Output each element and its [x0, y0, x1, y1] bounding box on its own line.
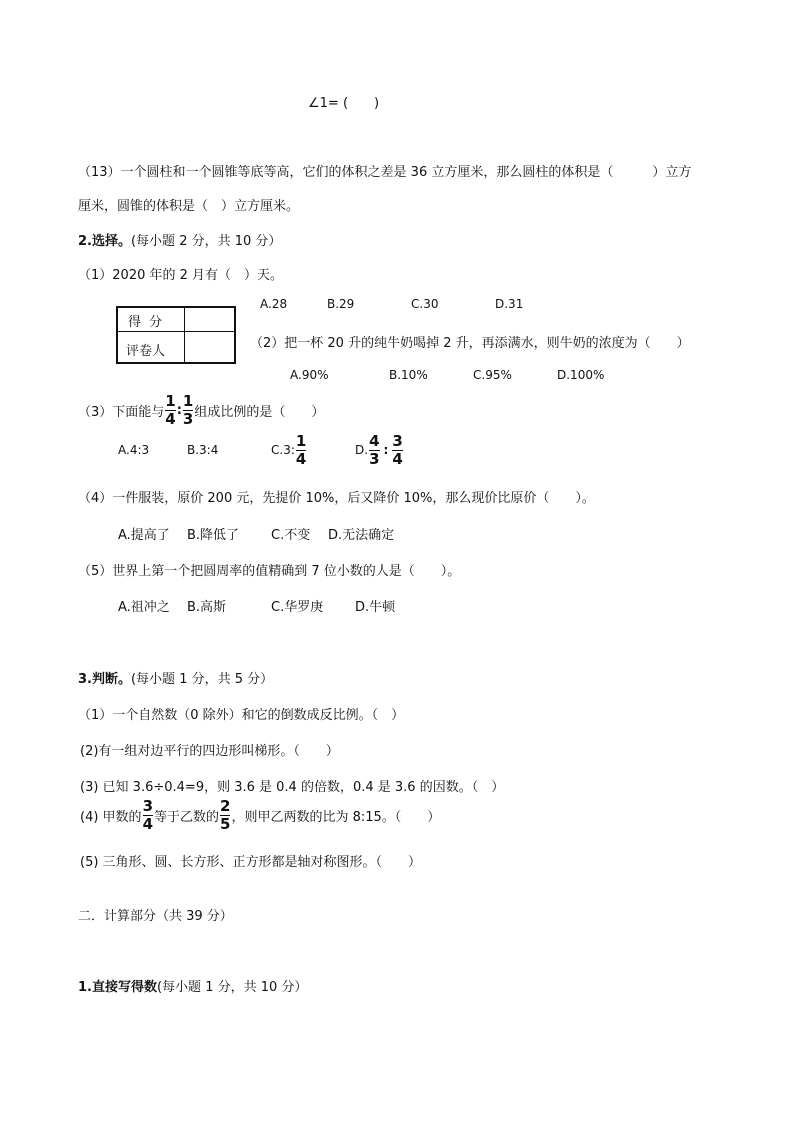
- choice-q4-option-b: B.降低了: [187, 528, 240, 543]
- choice-q3-option-a: A.4:3: [118, 443, 150, 457]
- judge-q5: (5) 三角形、圆、长方形、正方形都是轴对称图形。（ ）: [80, 855, 422, 870]
- score-box-divider: [118, 331, 234, 332]
- option-c-label: C.3:: [271, 443, 295, 457]
- choice-q5-option-d: D.牛顿: [355, 600, 396, 615]
- choice-q3-suffix: 组成比例的是（ ）: [194, 404, 325, 420]
- ratio-colon: :: [383, 443, 389, 457]
- choice-q2-option-c: C.95%: [473, 368, 512, 382]
- choice-q1-option-b: B.29: [327, 297, 355, 311]
- section-2-heading: [78, 230, 281, 249]
- part-2-heading: 二．计算部分（共 39 分）: [78, 909, 233, 924]
- fraction: [369, 431, 380, 468]
- score-label: 得分: [128, 315, 171, 330]
- fraction: [165, 391, 176, 428]
- choice-q3-option-d: [355, 432, 404, 468]
- section-3-note: (每小题 1 分，共 5 分）: [130, 672, 274, 687]
- judge-q3: (3) 已知 3.6÷0.4=9，则 3.6 是 0.4 的倍数，0.4 是 3.6 的因数。（ ）: [80, 780, 505, 795]
- denominator: 4: [165, 409, 176, 428]
- denominator: 4: [142, 814, 153, 833]
- denominator: 3: [369, 449, 380, 468]
- section-3-title: 3.判断。: [78, 672, 131, 687]
- judge-q4-mid: 等于乙数的: [154, 809, 220, 825]
- numerator: 1: [295, 431, 307, 450]
- choice-q1-option-d: D.31: [495, 297, 524, 311]
- denominator: 4: [392, 449, 403, 468]
- q13-line2: 厘米，圆锥的体积是（ ）立方厘米。: [78, 199, 300, 214]
- choice-q4-option-c: C.不变: [271, 528, 311, 543]
- choice-q3-prefix: （3）下面能与: [78, 404, 165, 420]
- choice-q1-option-a: A.28: [260, 297, 288, 311]
- denominator: 3: [182, 409, 194, 428]
- judge-q4-prefix: (4) 甲数的: [80, 809, 142, 825]
- numerator: 1: [165, 391, 176, 410]
- choice-q4-stem: （4）一件服装，原价 200 元，先提价 10%，后又降价 10%，那么现价比原价（ ）。: [78, 491, 595, 506]
- denominator: 4: [295, 449, 307, 468]
- q13-line1: （13）一个圆柱和一个圆锥等底等高，它们的体积之差是 36 立方厘米，那么圆柱的体积是（ ）立方: [78, 165, 692, 180]
- calc-1-heading: [78, 976, 307, 995]
- choice-q3-option-c: [271, 432, 307, 468]
- ratio-colon: :: [176, 402, 182, 418]
- score-box-divider: [184, 308, 185, 362]
- choice-q1-stem: （1）2020 年的 2 月有（ ）天。: [78, 268, 284, 283]
- judge-q4-suffix: ，则甲乙两数的比为 8:15。（ ）: [231, 809, 441, 825]
- calc-1-note: (每小题 1 分，共 10 分）: [156, 980, 308, 995]
- score-box: [116, 306, 236, 364]
- fraction: [182, 391, 194, 428]
- choice-q1-option-c: C.30: [411, 297, 439, 311]
- denominator: 5: [220, 814, 231, 833]
- choice-q5-stem: （5）世界上第一个把圆周率的值精确到 7 位小数的人是（ ）。: [78, 564, 461, 579]
- section-2-note: (每小题 2 分，共 10 分）: [130, 234, 282, 249]
- fraction: [392, 431, 403, 468]
- choice-q2-option-b: B.10%: [389, 368, 428, 382]
- judge-q2: (2)有一组对边平行的四边形叫梯形。（ ）: [80, 744, 339, 759]
- fraction: [295, 431, 307, 468]
- choice-q5-option-b: B.高斯: [187, 600, 227, 615]
- judge-q1: （1）一个自然数（0 除外）和它的倒数成反比例。（ ）: [78, 708, 405, 723]
- choice-q2-option-d: D.100%: [557, 368, 605, 382]
- numerator: 1: [182, 391, 194, 410]
- numerator: 3: [392, 431, 403, 450]
- choice-q3-option-b: B.3:4: [187, 443, 219, 457]
- choice-q4-option-a: A.提高了: [118, 528, 170, 543]
- choice-q5-option-a: A.祖冲之: [118, 600, 170, 615]
- judge-q4: [80, 797, 440, 833]
- angle-blank-line: ∠1= ( ): [308, 96, 380, 111]
- numerator: 4: [369, 431, 380, 450]
- choice-q3-stem: [78, 392, 324, 428]
- fraction: [220, 796, 231, 833]
- numerator: 3: [142, 796, 153, 815]
- calc-1-title: 1.直接写得数: [78, 980, 157, 995]
- choice-q2-option-a: A.90%: [290, 368, 329, 382]
- section-2-title: 2.选择。: [78, 234, 131, 249]
- section-3-heading: [78, 668, 273, 687]
- choice-q5-option-c: C.华罗庚: [271, 600, 324, 615]
- choice-q2-stem: （2）把一杯 20 升的纯牛奶喝掉 2 升，再添满水，则牛奶的浓度为（ ）: [250, 336, 690, 351]
- fraction: [142, 796, 153, 833]
- choice-q4-option-d: D.无法确定: [328, 528, 395, 543]
- grader-label: 评卷人: [126, 344, 166, 359]
- option-d-label: D.: [355, 443, 369, 457]
- numerator: 2: [220, 796, 231, 815]
